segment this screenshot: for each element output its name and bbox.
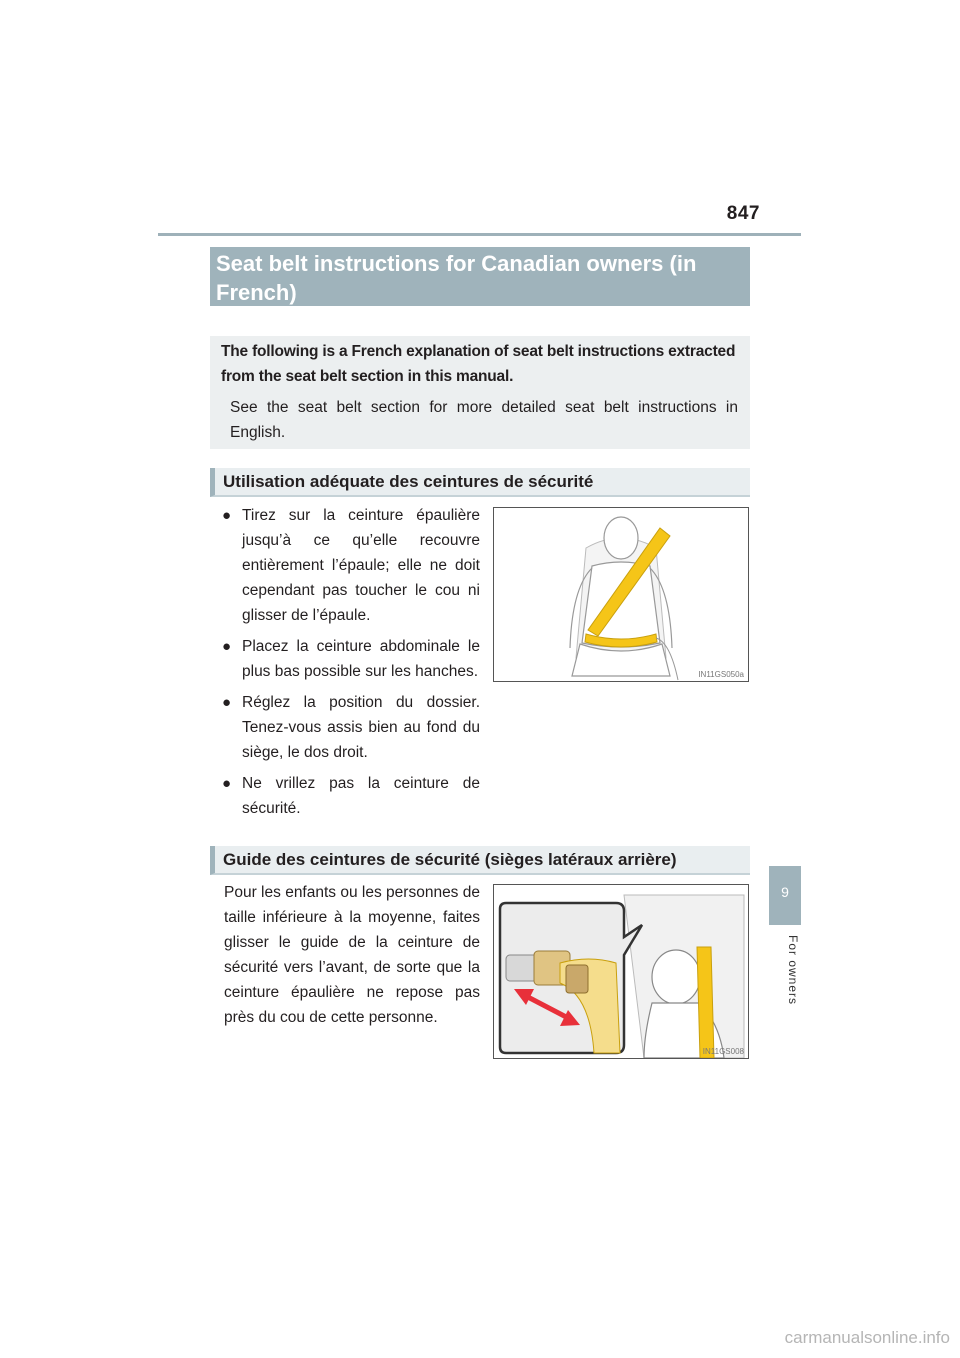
list-item: ● Tirez sur la ceinture épaulière jusqu’à ce qu’elle recouvre entièrement l’épaule; elle ne doit cependant pas toucher le cou ni glisser de l’épaule.: [222, 503, 480, 628]
intro-note: See the seat belt section for more detailed seat belt instructions in English.: [230, 399, 738, 441]
usage-bullet-list: [222, 503, 480, 827]
belt-guide-illustration: [493, 884, 749, 1059]
page-number: 847: [726, 203, 760, 224]
figure-code: IN11GS050a: [698, 670, 744, 679]
chapter-label: For owners: [786, 935, 800, 1006]
bullet-icon: ●: [222, 638, 232, 655]
seated-person-illustration: [494, 508, 748, 681]
watermark-text: carmanualsonline.info: [784, 1328, 950, 1347]
list-item: ● Ne vrillez pas la ceinture de sécurité.: [222, 771, 480, 821]
list-item: ● Réglez la position du dossier. Tenez-vous assis bien au fond du siège, le dos droit.: [222, 690, 480, 765]
seatbelt-usage-illustration: [493, 507, 749, 682]
chapter-tab[interactable]: 9: [769, 866, 801, 925]
guide-text: Pour les enfants ou les personnes de taille inférieure à la moyenne, faites glisser le guide de la ceinture de sécurité vers l’avant, de sorte que la ceinture épaulière ne repose pas près du cou de cette personne.: [224, 884, 480, 1026]
intro-lead: The following is a French explanation of seat belt instructions extracted from the seat belt section in this manual.: [221, 343, 736, 385]
intro-box: [210, 336, 750, 449]
list-item: ● Placez la ceinture abdominale le plus bas possible sur les hanches.: [222, 634, 480, 684]
bullet-icon: ●: [222, 507, 232, 524]
header-rule: [158, 233, 801, 236]
section-title: Seat belt instructions for Canadian owners (in French): [210, 247, 750, 306]
bullet-icon: ●: [222, 694, 232, 711]
figure-code: IN11GS008: [702, 1047, 744, 1056]
guide-heading: Guide des ceintures de sécurité (sièges latéraux arrière): [210, 846, 750, 875]
bullet-icon: ●: [222, 775, 232, 792]
belt-guide-diagram: [494, 885, 748, 1058]
usage-heading: Utilisation adéquate des ceintures de sécurité: [210, 468, 750, 497]
